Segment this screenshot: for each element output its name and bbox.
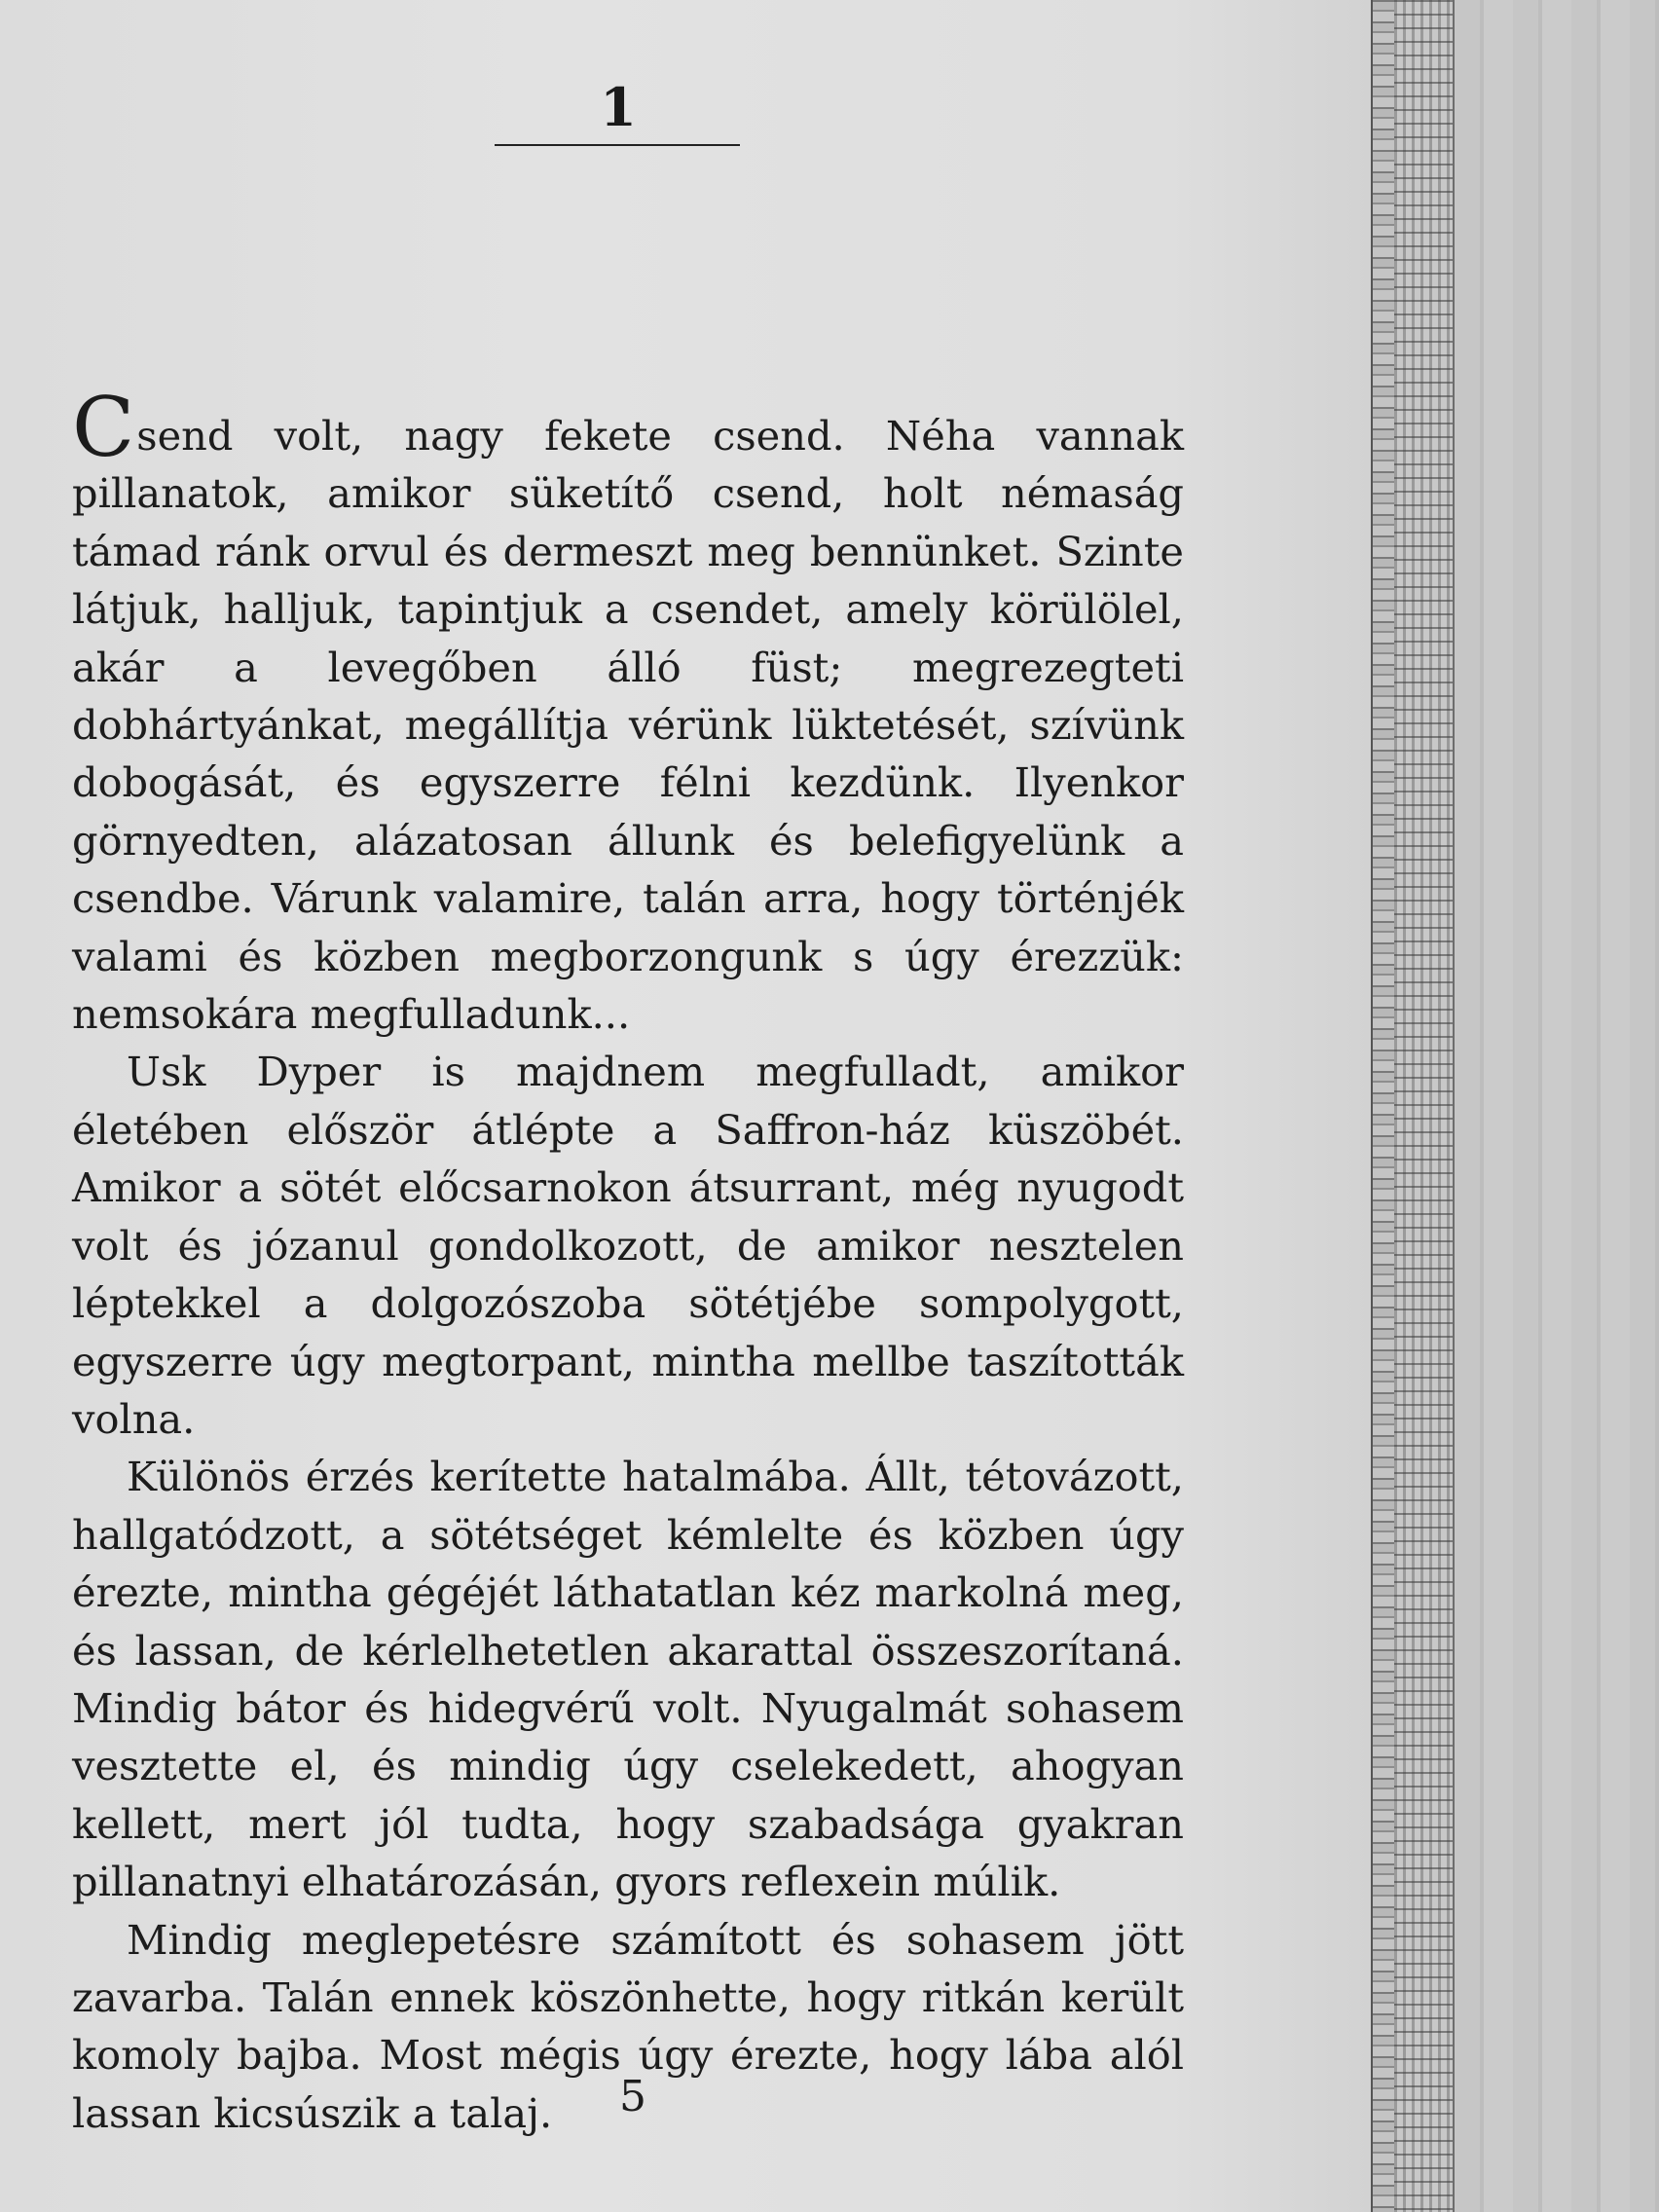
body-text xyxy=(72,380,1184,2142)
drop-cap: C xyxy=(72,380,135,475)
book-cover-background xyxy=(1455,0,1659,2212)
paragraph-3: Különös érzés kerítette hatalmába. Állt, tétovázott, hallgatódzott, a sötétséget kémlelte és közben úgy érezte, mintha gégéjét láthatatlan kéz markolná meg, és lassan, de kérlelhetetlen akarattal összeszorítaná. Mindig bátor és hidegvérű volt. Nyugalmát sohasem vesztette el, és mindig úgy cselekedett, ahogyan kellett, mert jól tudta, hogy szabadsága gyakran pillanatnyi elhatározásán, gyors reflexein múlik. xyxy=(72,1453,1184,1906)
paragraph-4: Mindig meglepetésre számított és sohasem jött zavarba. Talán ennek köszönhette, hogy ritkán került komoly bajba. Most mégis úgy érezte, hogy lába alól lassan kicsúszik a talaj. xyxy=(72,1915,1184,2137)
chapter-number: 1 xyxy=(600,76,637,138)
paragraph-2: Usk Dyper is majdnem megfulladt, amikor életében először átlépte a Saffron-ház küszöbét. Amikor a sötét előcsarnokon átsurrant, még nyugodt volt és józanul gondolkozott, de amikor nesztelen léptekkel a dolgozószoba sötétjébe sompolygott, egyszerre úgy megtorpant, mintha mellbe taszították volna. xyxy=(72,1048,1184,1443)
binding-gutter xyxy=(1371,0,1396,2212)
page-number: 5 xyxy=(619,2072,646,2121)
paragraph-1 xyxy=(72,380,1184,1043)
paragraph-1-text: send volt, nagy fekete csend. Néha vannak pillanatok, amikor süketítő csend, holt némaság támad ránk orvul és dermeszt meg bennünket. Szinte látjuk, halljuk, tapintjuk a csendet, amely körülölel, akár a levegőben álló füst; megrezegteti dobhártyánkat, megállítja vérünk lüktetését, szívünk dobogását, és egyszerre félni kezdünk. Ilyenkor görnyedten, alázatosan állunk és belefigyelünk a csendbe. Várunk valamire, talán arra, hogy történjék valami és közben megborzongunk s úgy érezzük: nemsokára megfulladunk... xyxy=(72,412,1184,1039)
page-edges xyxy=(1394,0,1455,2212)
chapter-rule xyxy=(495,144,740,146)
